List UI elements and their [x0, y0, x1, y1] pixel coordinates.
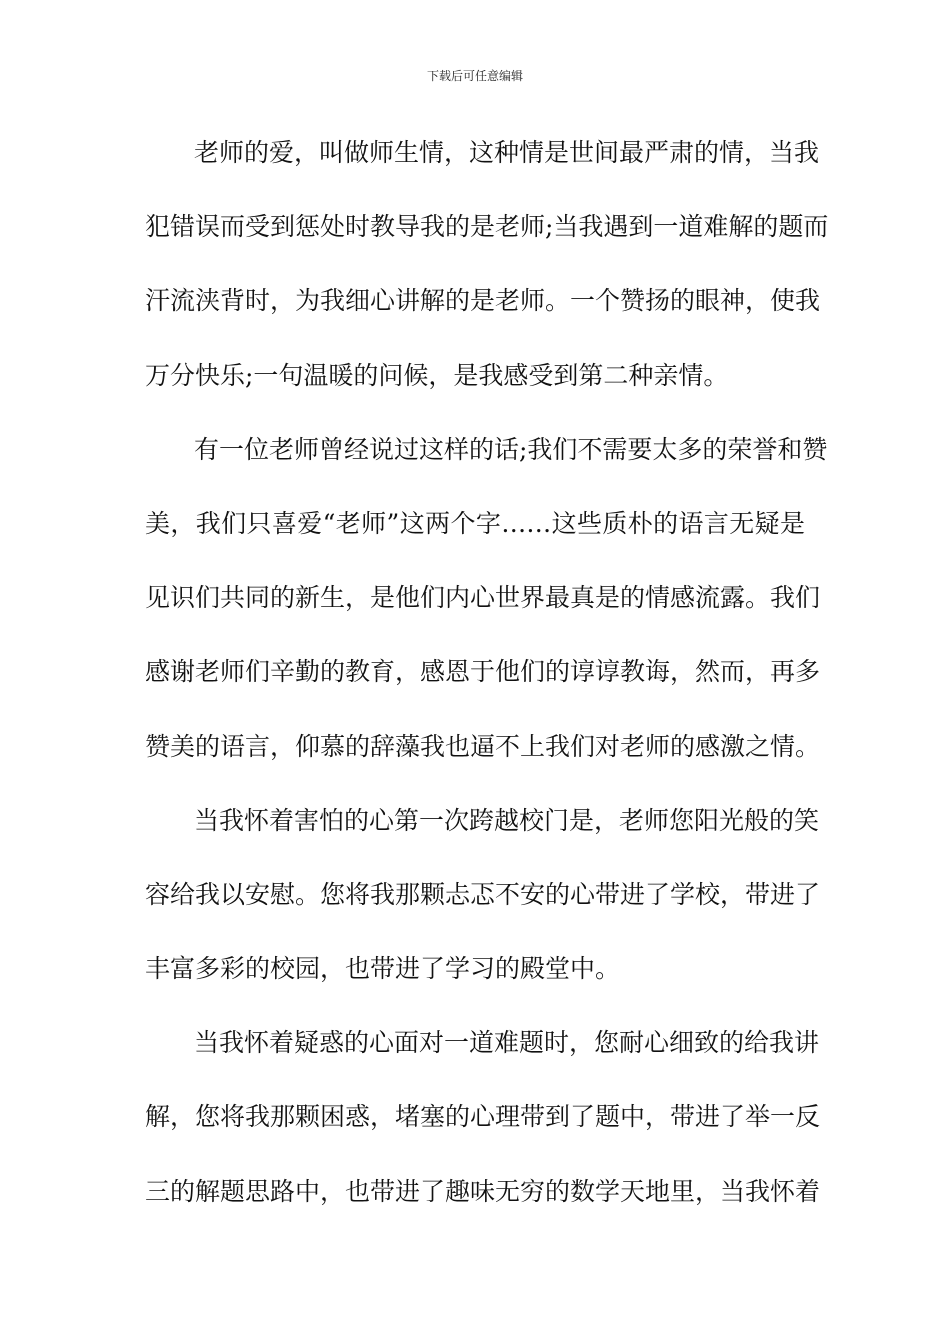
text-line: 犯错误而受到惩处时教导我的是老师;当我遇到一道难解的题而	[145, 212, 829, 242]
text-line: 解，您将我那颗困惑，堵塞的心理带到了题中，带进了举一反	[145, 1102, 821, 1132]
text-line: 赞美的语言，仰慕的辞藻我也逼不上我们对老师的感激之情。	[145, 731, 821, 761]
text-line: 汗流浃背时，为我细心讲解的是老师。一个赞扬的眼神，使我	[145, 286, 821, 316]
text-line: 三的解题思路中，也带进了趣味无穷的数学天地里，当我怀着	[145, 1176, 821, 1206]
page-header-note: 下载后可任意编辑	[426, 69, 523, 83]
text-line: 万分快乐;一句温暖的问候，是我感受到第二种亲情。	[145, 360, 729, 390]
text-line: 感谢老师们辛勤的教育，感恩于他们的谆谆教诲，然而，再多	[145, 657, 821, 687]
text-line: 有一位老师曾经说过这样的话;我们不需要太多的荣誉和赞	[194, 434, 828, 464]
text-line: 见识们共同的新生，是他们内心世界最真是的情感流露。我们	[145, 583, 821, 613]
text-line: 容给我以安慰。您将我那颗忐忑不安的心带进了学校，带进了	[145, 879, 821, 909]
document-body	[145, 133, 829, 1246]
text-line: 当我怀着害怕的心第一次跨越校门是，老师您阳光般的笑	[194, 805, 820, 835]
text-line: 美，我们只喜爱“老师”这两个字……这些质朴的语言无疑是	[145, 508, 805, 538]
text-line: 丰富多彩的校园，也带进了学习的殿堂中。	[145, 954, 621, 984]
text-line: 老师的爱，叫做师生情，这种情是世间最严肃的情，当我	[194, 138, 820, 167]
text-line: 当我怀着疑惑的心面对一道难题时，您耐心细致的给我讲	[194, 1028, 820, 1058]
